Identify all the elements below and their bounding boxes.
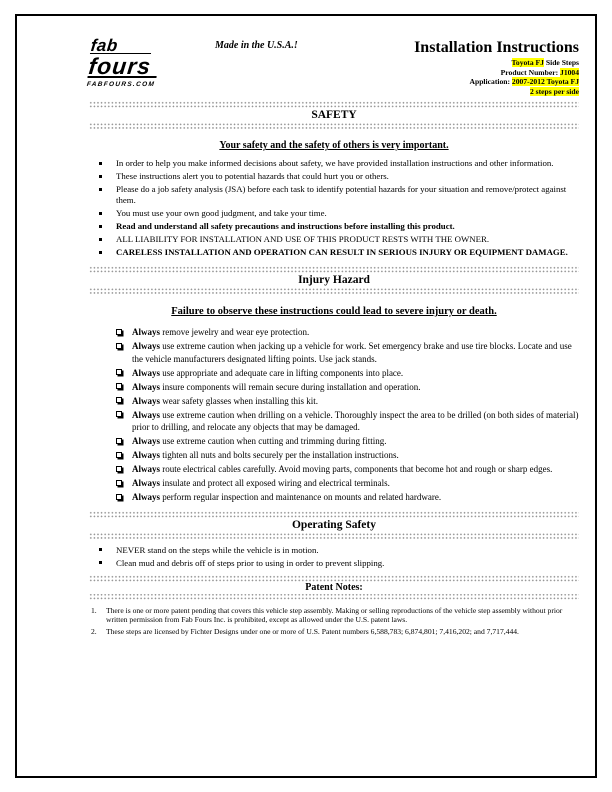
steps-per-side-highlight: 2 steps per side [529, 86, 579, 96]
document-header [86, 36, 579, 96]
logo-word-fours: fours [87, 56, 158, 78]
safety-heading: Your safety and the safety of others is very important. [219, 140, 449, 152]
list-item: In order to help you make informed decisions about safety, we have provided installation instructions and other information. [99, 158, 579, 169]
square-bullet-icon [99, 171, 116, 182]
application-label: Application: [469, 77, 512, 87]
title-block [414, 38, 579, 96]
page-title: Installation Instructions [414, 39, 579, 56]
logo-word-fab: fab [90, 39, 153, 54]
list-item: Always perform regular inspection and maintenance on mounts and related hardware. [116, 491, 579, 504]
checkbox-icon [116, 409, 132, 434]
injury-band-title: Injury Hazard [89, 273, 579, 287]
list-item: Clean mud and debris off of steps prior to using in order to prevent slipping. [99, 558, 579, 569]
square-bullet-icon [99, 158, 116, 169]
list-item: Always insure components will remain secure during installation and operation. [116, 381, 579, 394]
product-line-model [414, 58, 579, 68]
note-number: 1. [91, 605, 97, 615]
document-page [17, 16, 595, 776]
patent-band-title: Patent Notes: [89, 582, 579, 594]
section-band-operating-safety [89, 511, 579, 539]
list-item: NEVER stand on the steps while the vehicle is in motion. [99, 545, 579, 556]
list-item: Always tighten all nuts and bolts securely per the installation instructions. [116, 449, 579, 462]
list-item: You must use your own good judgment, and take your time. [99, 208, 579, 219]
list-item: Always wear safety glasses when installing this kit. [116, 395, 579, 408]
list-item: Always use extreme caution when cutting and trimming during fitting. [116, 435, 579, 448]
note-number: 2. [91, 626, 97, 636]
patent-notes-list [91, 606, 579, 636]
injury-heading: Failure to observe these instructions could lead to severe injury or death. [171, 306, 497, 318]
product-line-number [414, 68, 579, 78]
fab-fours-logo [86, 38, 201, 88]
logo-domain-text: FABFOURS.COM [86, 81, 156, 88]
checkbox-icon [116, 477, 132, 490]
product-number-label: Product Number: [500, 67, 561, 77]
checkbox-icon [116, 326, 132, 339]
list-item: Always remove jewelry and wear eye protection. [116, 326, 579, 339]
list-item: Read and understand all safety precautions and instructions before installing this product. [99, 221, 579, 232]
list-item: Please do a job safety analysis (JSA) before each task to identify potential hazards for your situation and remove/protect against them. [99, 184, 579, 206]
product-line-application [414, 77, 579, 87]
checkbox-icon [116, 395, 132, 408]
safety-bullet-list [99, 158, 579, 258]
checkbox-icon [116, 491, 132, 504]
safety-band-title: SAFETY [89, 108, 579, 122]
square-bullet-icon [99, 234, 116, 245]
operating-band-title: Operating Safety [89, 518, 579, 532]
model-highlight: Toyota FJ [511, 58, 544, 67]
checkbox-icon [116, 463, 132, 476]
list-item: These instructions alert you to potential hazards that could hurt you or others. [99, 171, 579, 182]
injury-checkbox-list [116, 326, 579, 504]
model-rest: Side Steps [543, 58, 579, 67]
checkbox-icon [116, 367, 132, 380]
checkbox-icon [116, 435, 132, 448]
list-item: 2. These steps are licensed by Fichter Designs under one or more of U.S. Patent numbers 6,588,783; 6,874,801; 7,416,202; and 7,717,444. [91, 626, 519, 636]
section-band-patent-notes [89, 575, 579, 601]
section-band-safety [89, 101, 579, 129]
list-item: Always use extreme caution when drilling on a vehicle. Thoroughly inspect the area to be drilled (on both sides of material) prior to drilling, and relocate any objects that may be damaged. [116, 409, 579, 434]
square-bullet-icon [99, 545, 116, 556]
operating-bullet-list [99, 545, 579, 569]
checkbox-icon [116, 340, 132, 365]
list-item: Always route electrical cables carefully. Avoid moving parts, components that become hot and rough or sharp edges. [116, 463, 579, 476]
list-item: ALL LIABILITY FOR INSTALLATION AND USE OF THIS PRODUCT RESTS WITH THE OWNER. [99, 234, 579, 245]
section-band-injury-hazard [89, 266, 579, 294]
product-number-highlight: J1004 [560, 67, 579, 77]
checkbox-icon [116, 449, 132, 462]
square-bullet-icon [99, 247, 116, 258]
product-line-steps [414, 87, 579, 97]
square-bullet-icon [99, 558, 116, 569]
made-in-usa-text: Made in the U.S.A.! [215, 40, 298, 51]
list-item: Always insulate and protect all exposed wiring and electrical terminals. [116, 477, 579, 490]
list-item: CARELESS INSTALLATION AND OPERATION CAN RESULT IN SERIOUS INJURY OR EQUIPMENT DAMAGE. [99, 247, 579, 258]
checkbox-icon [116, 381, 132, 394]
list-item: Always use extreme caution when jacking up a vehicle for work. Set emergency brake and use tire blocks. Locate and use the vehicle manufacturers designated lifting points. Use jack stands. [116, 340, 579, 365]
list-item: 1. There is one or more patent pending that covers this vehicle step assembly. Making or selling reproductions of the vehicle step assembly without prior written permission from Fab Fours Inc. is prohibited, except as allowed under the U.S. patent laws. [91, 605, 563, 625]
square-bullet-icon [99, 221, 116, 232]
application-highlight: 2007-2012 Toyota FJ [511, 77, 579, 87]
list-item: Always use appropriate and adequate care in lifting components into place. [116, 367, 579, 380]
square-bullet-icon [99, 208, 116, 219]
square-bullet-icon [99, 184, 116, 206]
